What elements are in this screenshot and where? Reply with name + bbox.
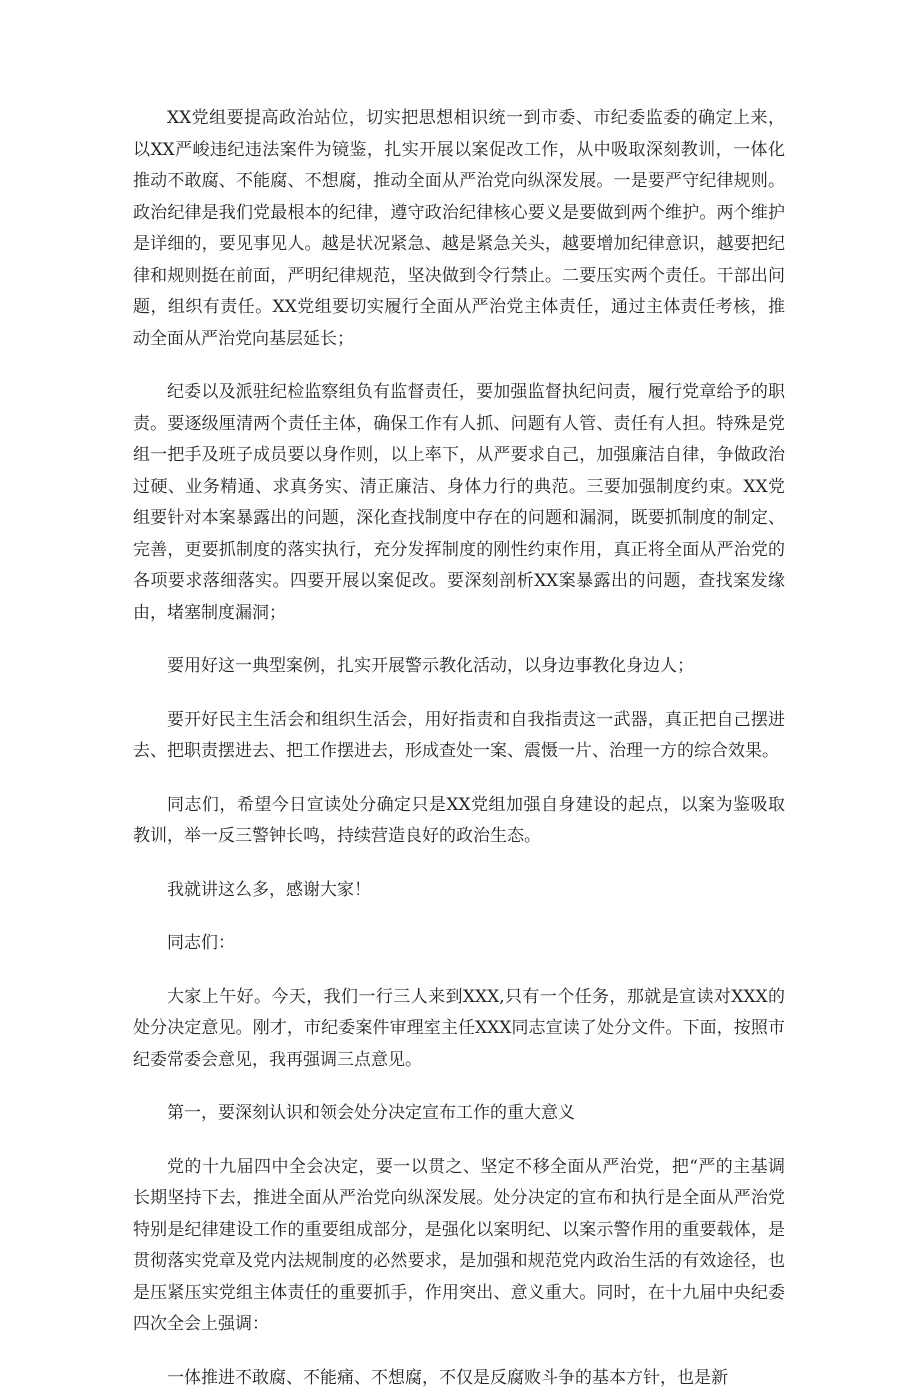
paragraph: XX党组要提高政治站位，切实把思想相识统一到市委、市纪委监委的确定上来，以XX严峻违纪违法案件为镜鉴，扎实开展以案促改工作，从中吸取深刻教训，一体化推动不敢腐、不能腐、不想腐，推动全面从严治党向纵深发展。一是要严守纪律规则。政治纪律是我们党最根本的纪律，遵守政治纪律核心要义是要做到两个维护。两个维护是详细的，要见事见人。越是状况紧急、越是紧急关头，越要增加纪律意识，越要把纪律和规则挺在前面，严明纪律规范，坚决做到令行禁止。二要压实两个责任。干部出问题，组织有责任。XX党组要切实履行全面从严治党主体责任，通过主体责任考核，推动全面从严治党向基层延长； [133,103,785,355]
salutation: 同志们： [133,928,785,960]
paragraph: 同志们，希望今日宣读处分确定只是XX党组加强自身建设的起点，以案为鉴吸取教训，举一反三警钟长鸣，持续营造良好的政治生态。 [133,790,785,853]
paragraph: 要用好这一典型案例，扎实开展警示教化活动，以身边事教化身边人； [133,651,785,683]
document-body [133,103,785,1394]
paragraph: 要开好民主生活会和组织生活会，用好指责和自我指责这一武器，真正把自己摆进去、把职责摆进去、把工作摆进去，形成查处一案、震慑一片、治理一方的综合效果。 [133,705,785,768]
paragraph: 一体推进不敢腐、不能痛、不想腐，不仅是反腐败斗争的基本方针，也是新 [133,1363,785,1394]
section-heading: 第一，要深刻认识和领会处分决定宣布工作的重大意义 [133,1098,785,1130]
paragraph: 党的十九届四中全会决定，要一以贯之、坚定不移全面从严治党，把“严的主基调长期坚持下去，推进全面从严治党向纵深发展。处分决定的宣布和执行是全面从严治党特别是纪律建设工作的重要组成部分，是强化以案明纪、以案示警作用的重要载体，是贯彻落实党章及党内法规制度的必然要求，是加强和规范党内政治生活的有效途径，也是压紧压实党组主体责任的重要抓手，作用突出、意义重大。同时，在十九届中央纪委四次全会上强调： [133,1152,785,1341]
paragraph: 纪委以及派驻纪检监察组负有监督责任，要加强监督执纪问责，履行党章给予的职责。要逐级厘清两个责任主体，确保工作有人抓、问题有人管、责任有人担。特殊是党组一把手及班子成员要以身作则，以上率下，从严要求自己，加强廉洁自律，争做政治过硬、业务精通、求真务实、清正廉洁、身体力行的典范。三要加强制度约束。XX党组要针对本案暴露出的问题，深化查找制度中存在的问题和漏洞，既要抓制度的制定、完善，更要抓制度的落实执行，充分发挥制度的刚性约束作用，真正将全面从严治党的各项要求落细落实。四要开展以案促改。要深刻剖析XX案暴露出的问题，查找案发缘由，堵塞制度漏洞； [133,377,785,629]
closing-remark: 我就讲这么多，感谢大家！ [133,875,785,907]
paragraph: 大家上午好。今天，我们一行三人来到XXX,只有一个任务，那就是宣读对XXX的处分决定意见。刚才，市纪委案件审理室主任XXX同志宣读了处分文件。下面，按照市纪委常委会意见，我再强调三点意见。 [133,982,785,1077]
